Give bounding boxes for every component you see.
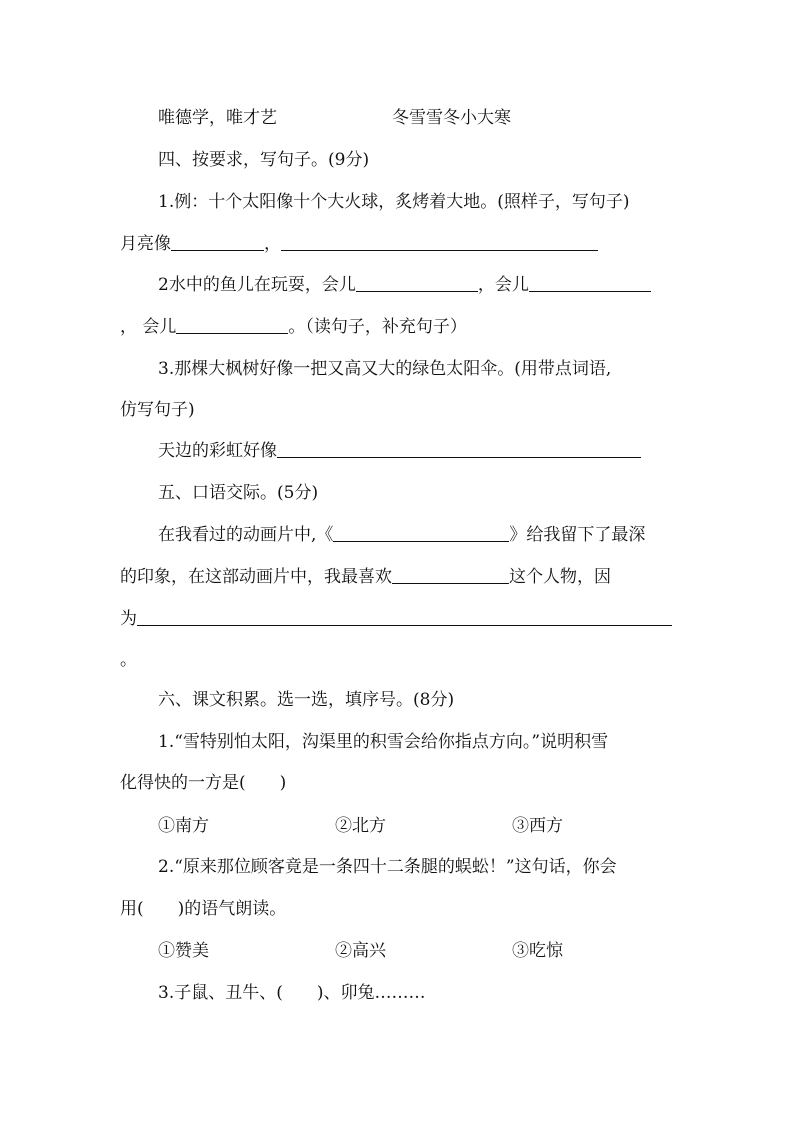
motto-left: 唯德学，唯才艺	[158, 108, 277, 128]
section5-heading: 五、口语交际。(5分)	[158, 483, 319, 503]
q3-blank[interactable]	[277, 440, 641, 458]
section6-q1-line1: 1.“雪特别怕太阳，沟渠里的积雪会给你指点方向。”说明积雪	[158, 732, 609, 752]
s5-character-blank[interactable]	[392, 566, 509, 584]
section5-line2	[120, 566, 611, 588]
section5-line4: 。	[120, 650, 137, 670]
s5-line1-start: 在我看过的动画片中,《	[158, 525, 334, 545]
section4-q2-line2	[120, 316, 467, 338]
q3-answer-start: 天边的彩虹好像	[158, 441, 277, 461]
q2-blank-2[interactable]	[529, 274, 651, 292]
section6-q1-option-b: ②北方	[335, 816, 386, 836]
section6-heading: 六、课文积累。选一选，填序号。(8分)	[158, 690, 455, 710]
section4-q3-line2: 仿写句子)	[120, 400, 195, 420]
section6-q1-option-c: ③西方	[512, 816, 563, 836]
q1-blank-1[interactable]	[171, 233, 264, 251]
section5-line3	[120, 608, 672, 630]
q1-comma: ，	[264, 234, 281, 254]
section6-q1-line2: 化得快的一方是( )	[120, 773, 287, 793]
s5-line2-start: 的印象，在这部动画片中，我最喜欢	[120, 567, 392, 587]
section4-heading: 四、按要求，写句子。(9分)	[158, 150, 370, 170]
section6-q2-option-c: ③吃惊	[512, 941, 563, 961]
section6-q2-line2: 用( )的语气朗读。	[120, 899, 287, 919]
q2-line2-end: 。（读句子，补充句子）	[288, 317, 467, 337]
q2-line2-start: ， 会儿	[120, 317, 177, 337]
section4-q3-answer-line	[158, 440, 641, 462]
section6-q2-line1: 2.“原来那位顾客竟是一条四十二条腿的蜈蚣！”这句话，你会	[158, 857, 617, 877]
s5-title-blank[interactable]	[333, 524, 509, 542]
q2-blank-1[interactable]	[356, 274, 478, 292]
section5-line1	[158, 524, 645, 546]
s5-line3-start: 为	[120, 609, 137, 629]
s5-line2-end: 这个人物，因	[509, 567, 611, 587]
q1-start-text: 月亮像	[120, 234, 171, 254]
section4-q3-line1: 3.那棵大枫树好像一把又高又大的绿色太阳伞。(用带点词语,	[158, 359, 612, 379]
section4-q2-line1	[158, 274, 651, 296]
s5-line1-end: 》给我留下了最深	[509, 525, 646, 545]
q2-line1-start: 2水中的鱼儿在玩耍，会儿	[158, 275, 356, 295]
section6-q3-line1: 3.子鼠、丑牛、( )、卯兔………	[158, 983, 426, 1003]
section6-q2-option-b: ②高兴	[335, 941, 386, 961]
q1-blank-2[interactable]	[281, 233, 598, 251]
section4-q1-prompt: 1.例：十个太阳像十个大火球，炙烤着大地。(照样子，写句子)	[158, 192, 630, 212]
section4-q1-answer-line	[120, 233, 598, 255]
motto-right: 冬雪雪冬小大寒	[392, 108, 511, 128]
section6-q2-option-a: ①赞美	[158, 941, 209, 961]
q2-line1-mid: ，会儿	[477, 275, 529, 295]
q2-blank-3[interactable]	[176, 316, 288, 334]
s5-reason-blank[interactable]	[137, 608, 672, 626]
section6-q1-option-a: ①南方	[158, 816, 209, 836]
